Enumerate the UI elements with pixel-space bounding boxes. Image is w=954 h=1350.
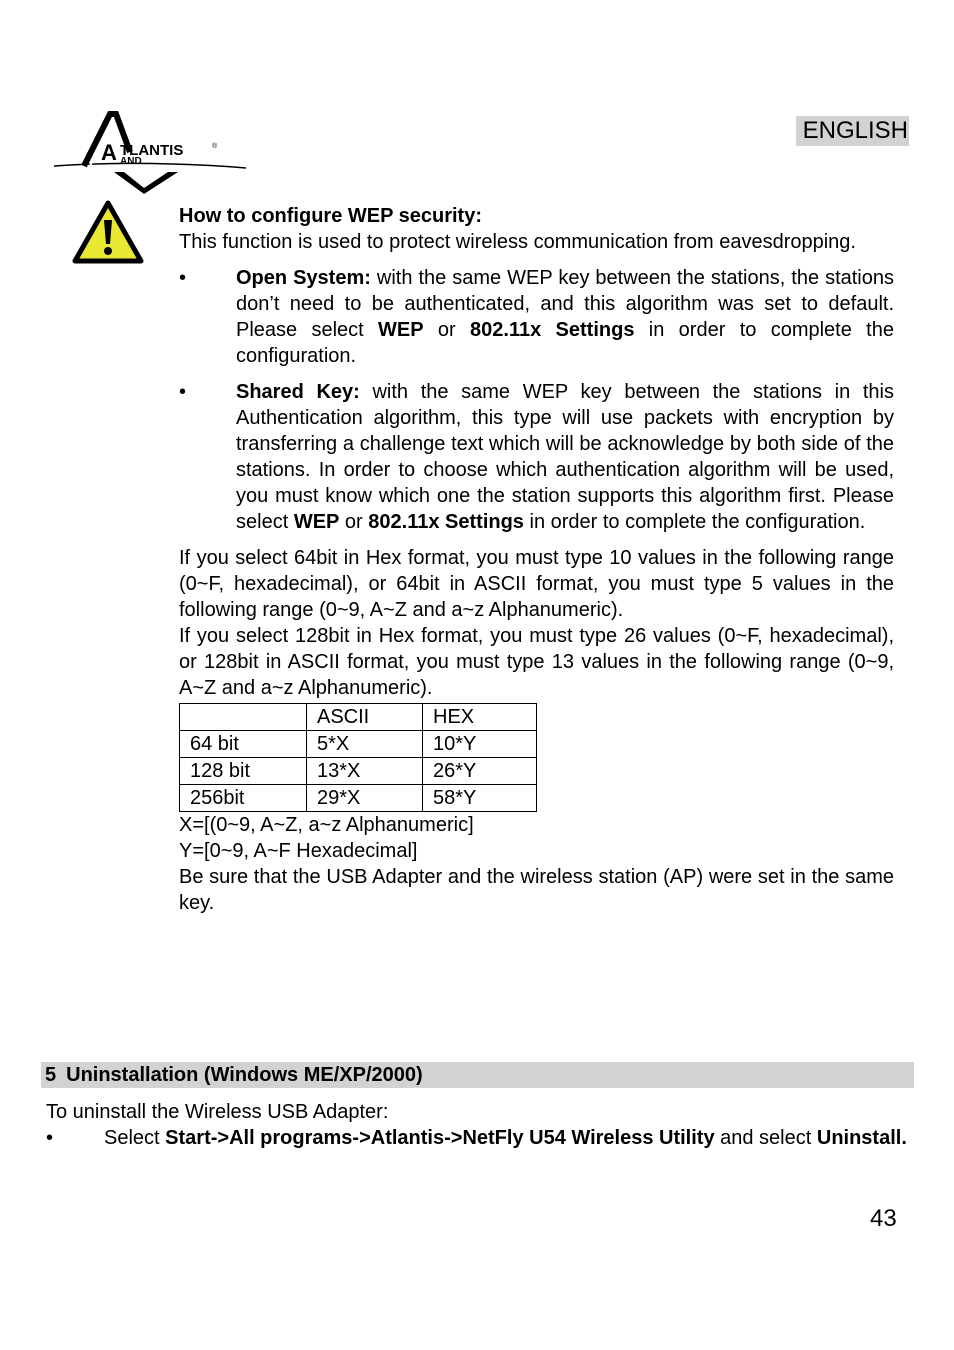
table-row — [180, 731, 537, 758]
bullet-text: in order to complete the configuration. — [523, 511, 866, 533]
bullet-bold: 802.11x Settings — [470, 319, 635, 341]
bullet-text: or — [423, 319, 471, 341]
section-number: 5 — [45, 1064, 57, 1086]
key-length-table — [179, 703, 537, 812]
table-cell: 13*X — [307, 758, 423, 785]
bullet-text: in order to complete the configuration. — [236, 319, 894, 367]
step-text: and select — [714, 1127, 817, 1149]
table-header-cell: HEX — [423, 704, 537, 731]
uninstall-intro: To uninstall the Wireless USB Adapter: — [46, 1101, 389, 1123]
step-action: Uninstall. — [816, 1127, 907, 1149]
svg-text:®: ® — [212, 143, 218, 150]
table-header-row — [180, 704, 537, 731]
page-number: 43 — [870, 1205, 897, 1232]
table-row — [180, 785, 537, 812]
bullet-label: Shared Key: — [236, 381, 360, 403]
atlantis-logo — [52, 108, 248, 198]
para-64bit: If you select 64bit in Hex format, you must type 10 values in the following range (0~F, hexadecimal), or 64bit in ASCII format, you must type 5 values in the following range (0~9, A~Z and a~z Alphanumeric). — [179, 547, 894, 621]
wep-section — [179, 203, 894, 916]
wep-auth-list — [179, 265, 894, 535]
table-header-cell: ASCII — [307, 704, 423, 731]
section-heading — [41, 1062, 914, 1088]
bullet-text: or — [339, 511, 369, 533]
logo-letter: A — [101, 140, 117, 165]
list-item — [46, 1125, 909, 1151]
note-x: X=[(0~9, A~Z, a~z Alphanumeric] — [179, 814, 474, 836]
table-cell: 58*Y — [423, 785, 537, 812]
table-cell: 5*X — [307, 731, 423, 758]
table-cell: 29*X — [307, 785, 423, 812]
table-cell: 64 bit — [180, 731, 307, 758]
note-y: Y=[0~9, A~F Hexadecimal] — [179, 840, 418, 862]
table-cell: 256bit — [180, 785, 307, 812]
section-title: Uninstallation (Windows ME/XP/2000) — [66, 1064, 423, 1086]
bullet-bold: WEP — [293, 511, 340, 533]
table-row — [180, 758, 537, 785]
bullet-icon: • — [179, 381, 187, 403]
bullet-bold: WEP — [378, 319, 424, 341]
uninstall-section — [46, 1099, 909, 1151]
list-item — [179, 265, 894, 369]
table-header-cell — [180, 704, 307, 731]
table-cell: 26*Y — [423, 758, 537, 785]
bullet-label: Open System: — [236, 267, 371, 289]
language-label: ENGLISH — [796, 116, 909, 146]
warning-triangle-icon — [72, 200, 144, 264]
wep-title: How to configure WEP security: — [179, 205, 482, 227]
table-cell: 10*Y — [423, 731, 537, 758]
step-path: Start->All programs->Atlantis->NetFly U54 Wireless Utility — [165, 1127, 715, 1149]
bullet-bold: 802.11x Settings — [368, 511, 524, 533]
list-item — [179, 379, 894, 535]
logo-brand-main: TLANTIS — [120, 142, 184, 159]
bullet-icon: • — [179, 267, 187, 289]
para-128bit: If you select 128bit in Hex format, you must type 26 values (0~F, hexadecimal), or 128bit in ASCII format, you must type 13 values in the following range (0~9, A~Z and a~z Alphanumeric). — [179, 625, 894, 699]
table-cell: 128 bit — [180, 758, 307, 785]
closing-note: Be sure that the USB Adapter and the wireless station (AP) were set in the same key. — [179, 866, 894, 914]
wep-intro: This function is used to protect wireless communication from eavesdropping. — [179, 231, 856, 253]
bullet-text: with the same WEP key between the stations, the stations don’t need to be authenticated, and this algorithm was set to default. Please select — [236, 267, 895, 341]
bullet-text: with the same WEP key between the stations in this Authentication algorithm, this type will use packets with encryption by transferring a challenge text which will be acknowledge by both side of the stations. In order to choose which authentication algorithm will be used, you must know which one the station supports this algorithm first. Please select — [236, 381, 894, 533]
logo-brand-sub: AND — [120, 156, 142, 167]
bullet-icon: • — [46, 1127, 54, 1149]
step-text: Select — [104, 1127, 166, 1149]
